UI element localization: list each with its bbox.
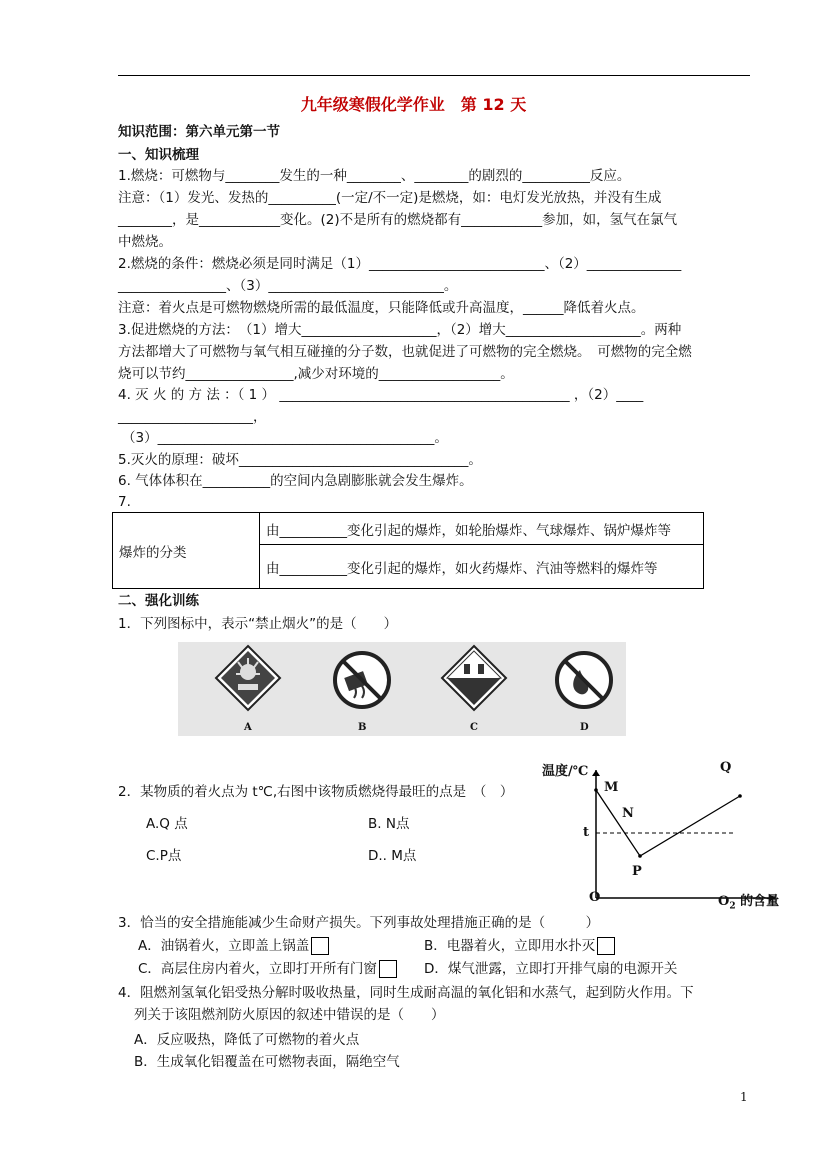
no-smoking-sign-icon: [335, 653, 389, 707]
scope-heading: 知识范围：第六单元第一节: [118, 124, 280, 140]
q3-option-a-text: A．油锅着火，立即盖上锅盖: [138, 938, 310, 954]
q2-option-a: A.Q 点: [146, 816, 188, 832]
q3-c-box: [379, 960, 397, 978]
explosion-table: [112, 512, 704, 589]
q4-option-b: B．生成氧化铝覆盖在可燃物表面，隔绝空气: [134, 1054, 400, 1070]
icon-caption-b: B: [358, 722, 367, 733]
table-left-cell: 爆炸的分类: [113, 513, 260, 589]
question-2: 2．某物质的着火点为 t℃,右图中该物质燃烧得最旺的点是 （ ）: [118, 784, 514, 800]
question-3: 3．恰当的安全措施能减少生命财产损失。下列事故处理措施正确的是（ ）: [118, 915, 600, 931]
item-2-b: ________________、（3）__________________________。: [118, 278, 458, 294]
x-label-sub: 2: [729, 901, 736, 912]
question-4-a: 4．阻燃剂氢氧化铝受热分解时吸收热量，同时生成耐高温的氧化铝和水蒸气，起到防火作用。下: [118, 985, 694, 1001]
section-1-heading: 一、知识梳理: [118, 147, 199, 163]
x-label-tail: 的含量: [735, 894, 780, 909]
q3-option-c: [138, 957, 397, 978]
icon-caption-a: A: [244, 722, 252, 733]
item-1-note-2: ________，是____________变化。(2)不是所有的燃烧都有____________参加，如，氢气在氯气: [118, 212, 678, 228]
question-4-b: 列关于该阻燃剂防火原因的叙述中错误的是（ ）: [134, 1007, 445, 1023]
q3-option-a: [138, 934, 329, 955]
temperature-curve: [596, 790, 740, 856]
q3-option-d: D．煤气泄露，立即打开排气扇的电源开关: [424, 961, 678, 977]
no-fire-sign-icon: [557, 653, 611, 707]
graph-x-label: [718, 890, 779, 912]
item-2-note: 注意：着火点是可燃物燃烧所需的最低温度，只能降低或升高温度，______降低着火点。: [118, 300, 645, 316]
table-row-chemical: 由__________变化引起的爆炸，如火药爆炸、汽油等燃料的爆炸等: [260, 545, 704, 589]
point-q-label: Q: [720, 760, 732, 775]
origin-label: O: [589, 890, 601, 905]
item-6: 6. 气体体积在__________的空间内急剧膨胀就会发生爆炸。: [118, 473, 473, 489]
item-3-a: 3.促进燃烧的方法： （1）增大____________________，（2）增大____________________。两种: [118, 322, 682, 338]
point-n-label: N: [622, 806, 634, 821]
page-number: 1: [740, 1090, 748, 1104]
page-title: 九年级寒假化学作业 第 12 天: [300, 95, 527, 114]
safety-icons-panel: [178, 642, 626, 736]
x-label-o: O: [718, 894, 730, 909]
item-5: 5.灭火的原理：破坏__________________________________。: [118, 452, 482, 468]
q2-option-c: C.P点: [146, 848, 182, 864]
q3-option-c-text: C．高层住房内着火，立即打开所有门窗: [138, 961, 377, 977]
t-label: t: [583, 825, 590, 840]
point-m-label: M: [604, 780, 619, 795]
item-3-b: 方法都增大了可燃物与氧气相互碰撞的分子数，也就促进了可燃物的完全燃烧。 可燃物的完全燃: [118, 344, 692, 360]
icon-caption-d: D: [580, 722, 589, 733]
item-1-note-1: 注意：（1）发光、发热的__________(一定/不一定)是燃烧，如：电灯发光放热，并没有生成: [118, 190, 662, 206]
item-1: 1.燃烧：可燃物与________发生的一种________、________的剧烈的__________反应。: [118, 168, 631, 184]
table-row-physical: 由__________变化引起的爆炸，如轮胎爆炸、气球爆炸、锅炉爆炸等: [260, 513, 704, 545]
q3-option-b: [424, 934, 615, 955]
item-4-a: 4. 灭 火 的 方 法 ：（ 1 ） ___________________________________________ ，（2）____: [118, 387, 644, 403]
point-p-label: P: [632, 864, 642, 879]
q3-b-box: [597, 937, 615, 955]
q3-option-b-text: B．电器着火，立即用水扑灭: [424, 938, 596, 954]
section-2-heading: 二、强化训练: [118, 593, 199, 609]
item-1-note-3: 中燃烧。: [118, 234, 172, 250]
q4-option-a: A．反应吸热，降低了可燃物的着火点: [134, 1032, 360, 1048]
q2-option-d: D.. M点: [368, 848, 417, 864]
corrosive-sign-icon: [442, 646, 506, 710]
graph-y-label: 温度/℃: [542, 764, 589, 779]
q2-option-b: B. N点: [368, 816, 410, 832]
item-4-c: （3）_________________________________________。: [122, 430, 448, 446]
question-1: 1．下列图标中，表示“禁止烟火”的是（ ）: [118, 616, 398, 632]
temperature-graph: [560, 770, 790, 910]
item-3-c: 烧可以节约________________,减少对环境的__________________。: [118, 366, 514, 382]
q3-a-box: [311, 937, 329, 955]
item-4-b: ____________________，: [118, 409, 267, 425]
icon-caption-c: C: [470, 722, 478, 733]
header-rule: [118, 75, 750, 76]
explosive-sign-icon: [216, 646, 280, 710]
item-2-a: 2.燃烧的条件：燃烧必须是同时满足（1）__________________________、（2）______________: [118, 256, 682, 272]
item-7: 7.: [118, 494, 131, 510]
